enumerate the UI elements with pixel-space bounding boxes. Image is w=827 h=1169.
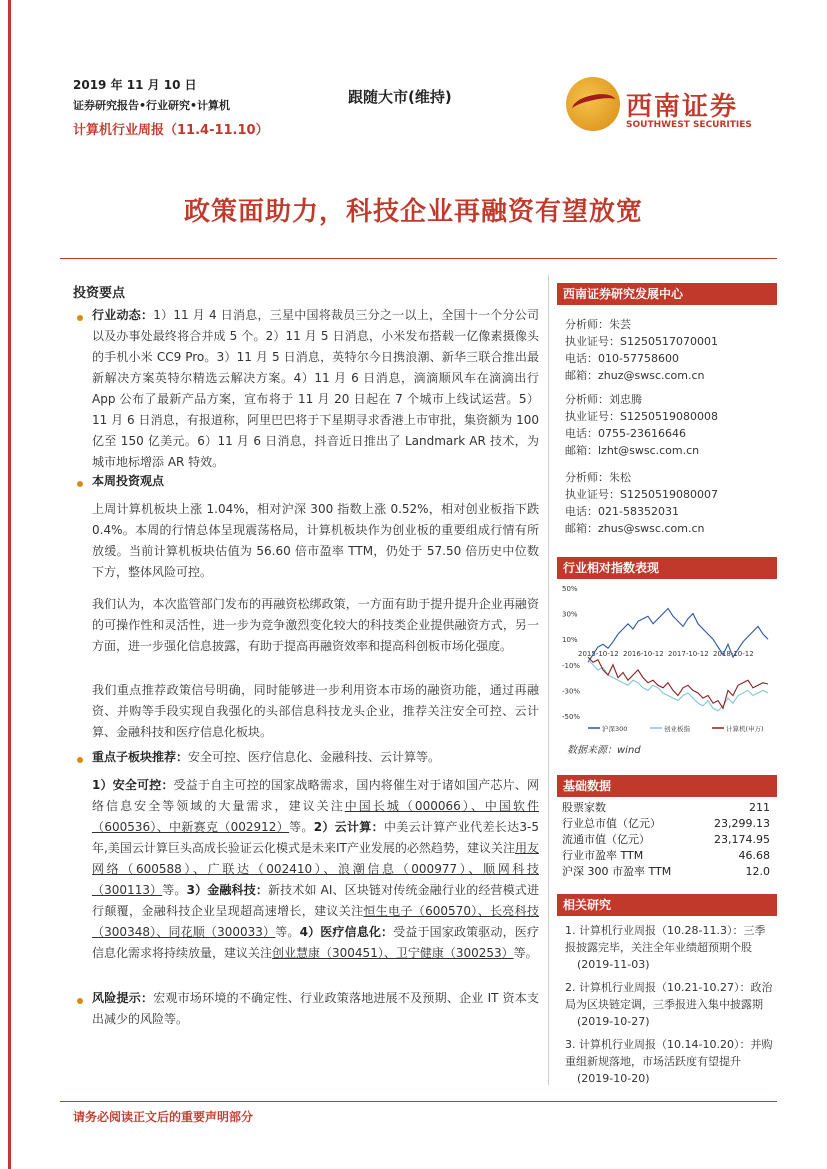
y-tick-label: 50%: [562, 585, 578, 593]
index-header: 行业相对指数表现: [557, 557, 777, 579]
risk-section: [92, 988, 539, 1030]
analyst-1: [565, 316, 718, 384]
table-row: 沪深 300 市盈率 TTM 12.0: [562, 865, 770, 878]
table-row: 行业市盈率 TTM 46.68: [562, 849, 770, 862]
footer-divider: [60, 1101, 777, 1102]
rating: 跟随大市(维持): [348, 88, 452, 106]
table-row: 流通市值（亿元） 23,174.95: [562, 833, 770, 846]
view-paragraph-1: 上周计算机板块上涨 1.04%，相对沪深 300 指数上涨 0.52%，相对创业板指下跌 0.4%。本周的行情总体呈现震荡格局，计算机板块作为创业板的重要组成行情有所放缓。当前计算机板块估值为 56.60 倍市盈率 TTM，仍处于 57.50 倍历史中位数下方，整体风险可控。: [92, 502, 539, 579]
analyst-2: [565, 391, 718, 459]
analyst-3: [565, 469, 718, 537]
analyst-name: 分析师：刘忠腾: [565, 393, 642, 406]
relative-index-chart: [560, 582, 774, 734]
sector-4-label: 4）医疗信息化：: [299, 925, 394, 939]
sector-1-end: 等。: [289, 820, 314, 834]
data-source: 数据来源：wind: [567, 745, 641, 756]
sector-2-stocks[interactable]: 用友网络（600588）、广联达（002410）、浪潮信息（000977）、顺网科技（300113）: [92, 841, 539, 897]
sector-recommendations: [92, 775, 539, 964]
sector-4-end: 等。: [513, 946, 538, 960]
sector-3-stocks[interactable]: 恒生电子（600570）、长亮科技（300348）、同花顺（300033）: [92, 904, 539, 939]
analyst-phone: 电话：0755-23616646: [565, 427, 686, 440]
x-tick-label: 2017-10-12: [668, 649, 709, 658]
logo-text-cn: 西南证券: [626, 92, 739, 122]
x-tick-label: 2018-10-12: [713, 649, 754, 658]
analyst-name: 分析师：朱芸: [565, 318, 631, 331]
footer-disclaimer: 请务必阅读正文后的重要声明部分: [73, 1110, 254, 1124]
logo-text-en: SOUTHWEST SECURITIES: [626, 120, 752, 130]
industry-label: 行业动态：: [92, 308, 154, 322]
industry-text: 1）11 月 4 日消息，三星中国将裁员三分之一以上，全国十一个分公司以及办事处最终将合并成 5 个。2）11 月 5 日消息，小米发布搭载一亿像素摄像头的手机小米 CC9 Pro。3）11 月 5 日消息，英特尔今日携浪潮、新华三联合推出最新解决方案英特尔精选云解决方案。4）11 月 6 日消息，滴滴顺风车在滴滴出行 App 公布了最新产品方案，宣布将于 11 月 20 日起在 7 个城市上线试运营。5）11 月 6 日消息，有报道称，阿里巴巴将于下星期寻求香港上市审批，集资额为 100 亿至 150 亿美元。6）11 月 6 日消息，抖音近日推出了 Landmark AR 技术，为城市地标增添 AR 特效。: [92, 308, 539, 469]
analyst-email[interactable]: 邮箱：zhus@swsc.com.cn: [565, 522, 705, 535]
y-tick-label: -30%: [562, 687, 581, 696]
focus-label: 重点子板块推荐：: [92, 750, 189, 764]
risk-text: 宏观市场环境的不确定性、行业政策落地进展不及预期、企业 IT 资本支出减少的风险等。: [92, 991, 539, 1026]
focus-text: 安全可控、医疗信息化、金融科技、云计算等。: [188, 750, 441, 764]
basic-data-table: [562, 800, 770, 880]
analyst-email[interactable]: 邮箱：lzht@swsc.com.cn: [565, 444, 700, 457]
table-row: 股票家数 211: [562, 801, 770, 814]
analyst-license: 执业证号：S1250517070001: [565, 335, 718, 348]
view-paragraph-3: 我们重点推荐政策信号明确，同时能够进一步利用资本市场的融资功能，通过再融资、并购等手段实现自我强化的头部信息科技龙头企业，推荐关注安全可控、云计算、金融科技和医疗信息化板块。: [92, 683, 539, 739]
bullet-icon: [77, 481, 83, 487]
title-divider: [60, 258, 777, 259]
y-tick-label: -10%: [562, 661, 581, 670]
sector-1-text: 受益于自主可控的国家战略需求，国内将催生对于诸如国产芯片、网络信息安全等领域的大量需求，建议关注: [92, 778, 539, 813]
sector-4-text: 受益于国家政策驱动，医疗信息化需求将持续放量，建议关注: [92, 925, 539, 960]
y-tick-label: 30%: [562, 610, 578, 619]
column-divider: [548, 275, 549, 1085]
sector-2-end: 等。: [162, 883, 187, 897]
list-item[interactable]: 3. 计算机行业周报（10.14-10.20）：并购重组新规落地，市场活跃度有望提升 (2019-10-20): [565, 1038, 773, 1085]
sector-3-label: 3）金融科技：: [186, 883, 269, 897]
series-line: [588, 660, 768, 711]
sector-2-label: 2）云计算：: [313, 820, 384, 834]
report-series: 计算机行业周报（11.4-11.10）: [73, 123, 269, 138]
x-tick-label: 2015-10-12: [578, 649, 619, 658]
x-tick-label: 2016-10-12: [623, 649, 664, 658]
analyst-email[interactable]: 邮箱：zhuz@swsc.com.cn: [565, 369, 705, 382]
sector-3-text: 新技术如 AI、区块链对传统金融行业的经营模式进行颠覆，金融科技企业呈现超高速增长，建议关注: [92, 883, 539, 918]
related-research-header: 相关研究: [557, 894, 777, 916]
page-title: 政策面助力，科技企业再融资有望放宽: [183, 197, 643, 227]
legend-label: 沪深300: [602, 725, 628, 733]
view-label: 本周投资观点: [92, 474, 165, 488]
analyst-phone: 电话：010-57758600: [565, 352, 679, 365]
risk-label: 风险提示：: [92, 991, 154, 1005]
list-item[interactable]: 1. 计算机行业周报（10.28-11.3）：三季报披露完毕，关注全年业绩超预期个股 (2019-11-03): [565, 924, 766, 971]
legend-label: 创业板指: [664, 725, 690, 733]
legend-label: 计算机(申万): [726, 725, 764, 733]
invest-heading: 投资要点: [73, 286, 126, 301]
y-tick-label: 10%: [562, 636, 578, 645]
y-tick-label: -50%: [562, 713, 581, 721]
table-row: 行业总市值（亿元） 23,299.13: [562, 817, 770, 830]
view-paragraph-2: 我们认为，本次监管部门发布的再融资松绑政策，一方面有助于提升提升企业再融资的可操作性和灵活性，进一步为竞争激烈变化较大的科技类企业提供融资方式，另一方面，进一步强化信息披露，有助于提高再融资效率和提高科创板市场化强度。: [92, 597, 539, 653]
analyst-phone: 电话：021-58352031: [565, 505, 679, 518]
sector-2-text: 中美云计算产业代差长达3-5年,美国云计算巨头高成长验证云化模式是未来IT产业发展的必然趋势，建议关注: [92, 820, 539, 855]
analyst-license: 执业证号：S1250519080007: [565, 488, 718, 501]
analyst-license: 执业证号：S1250519080008: [565, 410, 718, 423]
bullet-icon: [77, 998, 83, 1004]
bullet-icon: [77, 315, 83, 321]
sector-1-label: 1）安全可控：: [92, 778, 174, 792]
page-left-bar: [8, 0, 11, 1169]
sector-1-stocks[interactable]: 中国长城（000066）、中国软件（600536）、中新赛克（002912）: [92, 799, 539, 834]
report-date: 2019 年 11 月 10 日: [73, 78, 197, 92]
list-item[interactable]: 2. 计算机行业周报（10.21-10.27）：政治局为区块链定调，三季报进入集中披露期 (2019-10-27): [565, 981, 773, 1028]
sector-4-stocks[interactable]: 创业慧康（300451）、卫宁健康（300253）: [272, 946, 514, 960]
analyst-name: 分析师：朱松: [565, 471, 631, 484]
basic-data-header: 基础数据: [557, 775, 777, 797]
research-center-header: 西南证券研究发展中心: [557, 283, 777, 305]
related-list: [565, 922, 775, 1087]
bullet-icon: [77, 757, 83, 763]
report-category: 证券研究报告•行业研究•计算机: [73, 99, 231, 112]
sector-3-end: 等。: [275, 925, 300, 939]
focus-section: [92, 747, 539, 768]
industry-section: [92, 305, 539, 473]
